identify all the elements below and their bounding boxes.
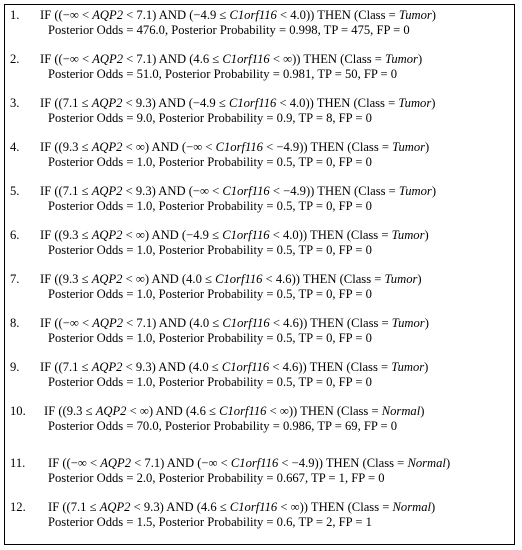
rule-condition: IF ((7.1 ≤ AQP2 < 9.3) AND (4.0 ≤ C1orf116 < 4.6)) THEN (Class = Tumor) [40, 360, 429, 374]
rule-stats: Posterior Odds = 1.5, Posterior Probability = 0.6, TP = 2, FP = 1 [48, 515, 372, 529]
rule-stats: Posterior Odds = 1.0, Posterior Probability = 0.5, TP = 0, FP = 0 [48, 375, 372, 389]
rule-condition: IF ((7.1 ≤ AQP2 < 9.3) AND (4.6 ≤ C1orf116 < ∞)) THEN (Class = Normal) [48, 500, 436, 514]
rule-stats: Posterior Odds = 1.0, Posterior Probability = 0.5, TP = 0, FP = 0 [48, 243, 372, 257]
rule-number: 1. [10, 8, 20, 22]
rule-stats: Posterior Odds = 70.0, Posterior Probability = 0.986, TP = 69, FP = 0 [48, 419, 398, 433]
rule-condition: IF ((−∞ < AQP2 < 7.1) AND (4.6 ≤ C1orf116 < ∞)) THEN (Class = Tumor) [40, 52, 423, 66]
rule-number: 5. [10, 184, 20, 198]
rule-condition: IF ((−∞ < AQP2 < 7.1) AND (4.0 ≤ C1orf116 < 4.6)) THEN (Class = Tumor) [40, 316, 429, 330]
rule-number: 9. [10, 360, 20, 374]
rule-condition: IF ((7.1 ≤ AQP2 < 9.3) AND (−4.9 ≤ C1orf116 < 4.0)) THEN (Class = Tumor) [40, 96, 436, 110]
rule-stats: Posterior Odds = 9.0, Posterior Probability = 0.9, TP = 8, FP = 0 [48, 111, 372, 125]
rule-number: 4. [10, 140, 20, 154]
rule-stats: Posterior Odds = 1.0, Posterior Probability = 0.5, TP = 0, FP = 0 [48, 287, 372, 301]
rule-number: 3. [10, 96, 20, 110]
rule-condition: IF ((7.1 ≤ AQP2 < 9.3) AND (−∞ < C1orf116 < −4.9)) THEN (Class = Tumor) [40, 184, 437, 198]
rule-stats: Posterior Odds = 476.0, Posterior Probability = 0.998, TP = 475, FP = 0 [48, 23, 410, 37]
rule-condition: IF ((9.3 ≤ AQP2 < ∞) AND (4.6 ≤ C1orf116 < ∞)) THEN (Class = Normal) [44, 404, 425, 418]
rule-stats: Posterior Odds = 1.0, Posterior Probability = 0.5, TP = 0, FP = 0 [48, 199, 372, 213]
rule-stats: Posterior Odds = 2.0, Posterior Probability = 0.667, TP = 1, FP = 0 [48, 471, 385, 485]
rule-condition: IF ((−∞ < AQP2 < 7.1) AND (−∞ < C1orf116 < −4.9)) THEN (Class = Normal) [48, 456, 451, 470]
rule-condition: IF ((9.3 ≤ AQP2 < ∞) AND (4.0 ≤ C1orf116 < 4.6)) THEN (Class = Tumor) [40, 272, 422, 286]
rule-number: 2. [10, 52, 20, 66]
rule-number: 11. [10, 456, 26, 470]
rule-condition: IF ((−∞ < AQP2 < 7.1) AND (−4.9 ≤ C1orf116 < 4.0)) THEN (Class = Tumor) [40, 8, 436, 22]
rule-condition: IF ((9.3 ≤ AQP2 < ∞) AND (−∞ < C1orf116 < −4.9)) THEN (Class = Tumor) [40, 140, 430, 154]
rule-number: 10. [10, 404, 26, 418]
rule-stats: Posterior Odds = 1.0, Posterior Probability = 0.5, TP = 0, FP = 0 [48, 331, 372, 345]
rule-stats: Posterior Odds = 1.0, Posterior Probability = 0.5, TP = 0, FP = 0 [48, 155, 372, 169]
rule-condition: IF ((9.3 ≤ AQP2 < ∞) AND (−4.9 ≤ C1orf116 < 4.0)) THEN (Class = Tumor) [40, 228, 429, 242]
rule-stats: Posterior Odds = 51.0, Posterior Probability = 0.981, TP = 50, FP = 0 [48, 67, 398, 81]
rule-number: 8. [10, 316, 20, 330]
rule-number: 7. [10, 272, 20, 286]
rule-number: 6. [10, 228, 20, 242]
rule-number: 12. [10, 500, 26, 514]
